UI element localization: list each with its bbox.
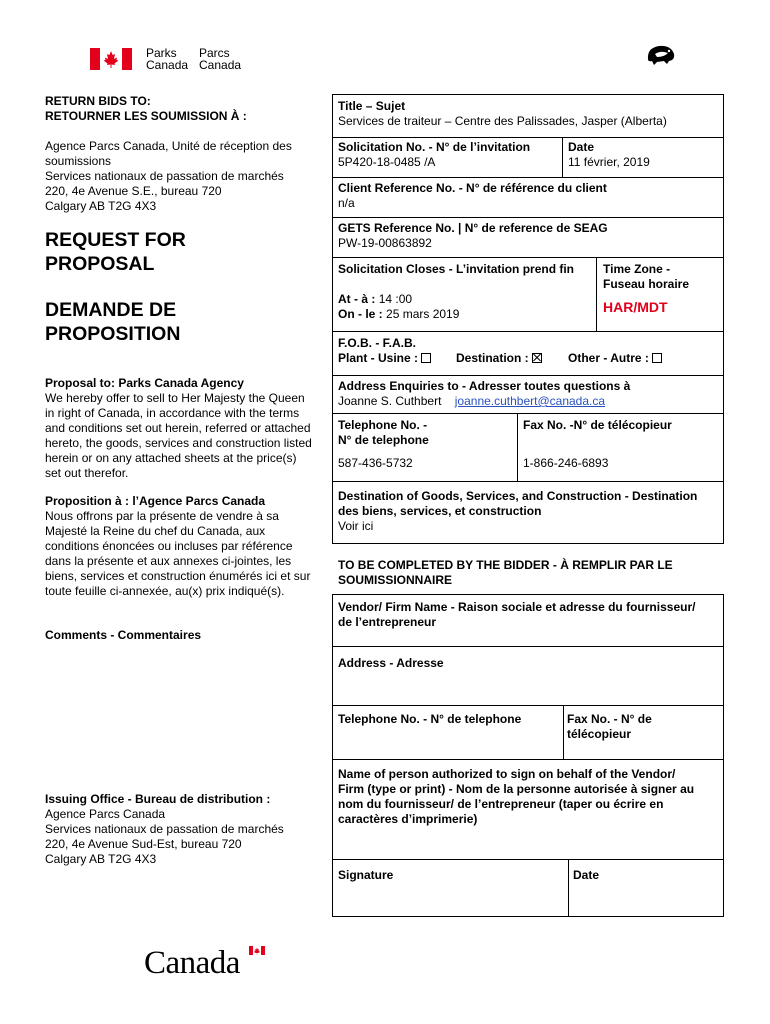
agency-name-en-line: Parks	[146, 46, 177, 60]
telephone-field	[338, 418, 429, 471]
telephone-label: N° de telephone	[338, 433, 429, 447]
proposal-to-line: herein or on any attached sheets at the price(s)	[45, 451, 297, 465]
proposition-heading: Proposition à : l’Agence Parcs Canada	[45, 494, 266, 508]
fax-field	[523, 418, 672, 471]
bidder-form	[332, 594, 724, 917]
at-value: 14 :00	[378, 292, 413, 306]
enquiries-field	[338, 379, 630, 409]
date-field	[568, 140, 650, 170]
agency-name-en	[146, 47, 188, 71]
wordmark-flag-icon	[249, 946, 265, 955]
fob-other-checkbox[interactable]	[652, 353, 662, 363]
proposition-line: Nous offrons par la présente de vendre à sa	[45, 509, 279, 523]
proposition-line: conditions énoncées ou incluses par référence	[45, 539, 293, 553]
fob-destination-checkbox[interactable]	[532, 353, 542, 363]
issuing-office-line: 220, 4e Avenue Sud-Est, bureau 720	[45, 837, 242, 851]
timezone-label: Fuseau horaire	[603, 277, 690, 291]
proposal-to-line: We hereby offer to sell to Her Majesty the Queen	[45, 391, 305, 405]
row-divider	[333, 481, 723, 482]
row-divider	[333, 257, 723, 258]
row-divider	[333, 705, 723, 706]
row-divider	[333, 646, 723, 647]
signature-date-field[interactable]: Date	[573, 868, 600, 882]
on-label: On - le :	[338, 307, 383, 321]
authorized-person-field[interactable]	[338, 767, 694, 827]
agency-name-en-line: Canada	[146, 58, 189, 72]
bidder-heading-line: SOUMISSIONNAIRE	[338, 573, 453, 587]
vendor-fax-label: Fax No. - N° de	[567, 712, 652, 726]
bidder-section-heading	[338, 558, 673, 588]
fob-plant-checkbox[interactable]	[421, 353, 431, 363]
fob-field	[338, 336, 718, 366]
rfp-title-en	[45, 228, 186, 276]
client-ref-value: n/a	[338, 196, 355, 210]
at-label: At - à :	[338, 292, 376, 306]
col-divider	[563, 705, 564, 759]
date-label: Date	[568, 140, 595, 154]
proposal-to-line: set out therefor.	[45, 466, 129, 480]
authorized-label: nom du fournisseur/ de l’entrepreneur (taper ou écrire en	[338, 797, 664, 811]
proposal-to-heading: Proposal to: Parks Canada Agency	[45, 376, 244, 390]
client-ref-field	[338, 181, 607, 211]
date-value: 11 février, 2019	[568, 155, 650, 169]
return-bids-line: RETURN BIDS TO:	[45, 94, 151, 108]
issuing-office-line: Agence Parcs Canada	[45, 807, 166, 821]
issuing-office-heading: Issuing Office - Bureau de distribution :	[45, 792, 271, 806]
col-divider	[562, 137, 563, 177]
rfp-title-line: PROPOSAL	[45, 253, 155, 275]
fob-destination-label: Destination :	[456, 351, 529, 365]
proposition-line: dans la présente et aux annexes ci-jointes, les	[45, 554, 292, 568]
row-divider	[333, 177, 723, 178]
telephone-value: 587-436-5732	[338, 456, 413, 470]
vendor-name-field[interactable]	[338, 600, 695, 630]
client-ref-label: Client Reference No. - N° de référence du client	[338, 181, 607, 195]
title-label: Title – Sujet	[338, 99, 406, 113]
vendor-label: de l’entrepreneur	[338, 615, 437, 629]
proposition-line: biens, services et construction énumérés ici et sur	[45, 569, 311, 583]
proposition-line: toute feuille ci-annexée, au(x) prix indiqué(s).	[45, 584, 285, 598]
title-value: Services de traiteur – Centre des Palissades, Jasper (Alberta)	[338, 114, 667, 128]
signature-field[interactable]: Signature	[338, 868, 394, 882]
destination-label: Destination of Goods, Services, and Construction - Destination	[338, 489, 698, 503]
fax-value: 1-866-246-6893	[523, 456, 609, 470]
fob-label: F.O.B. - F.A.B.	[338, 336, 416, 350]
issuing-office-line: Services nationaux de passation de marchés	[45, 822, 284, 836]
vendor-fax-field[interactable]	[567, 712, 652, 742]
solicitation-label: Solicitation No. - N° de l’invitation	[338, 140, 531, 154]
parks-canada-flag-logo	[90, 48, 132, 70]
agency-name-fr-line: Canada	[199, 58, 242, 72]
proposition-section	[45, 494, 330, 599]
issuing-office-line: Calgary AB T2G 4X3	[45, 852, 157, 866]
telephone-label: Telephone No. -	[338, 418, 428, 432]
vendor-label: Vendor/ Firm Name - Raison sociale et adresse du fournisseur/	[338, 600, 696, 614]
rfp-title-line: DEMANDE DE	[45, 299, 177, 321]
row-divider	[333, 331, 723, 332]
address-field[interactable]: Address - Adresse	[338, 656, 444, 670]
solicitation-field	[338, 140, 530, 170]
fax-label: Fax No. -N° de télécopieur	[523, 418, 672, 432]
return-bids-label	[45, 94, 247, 124]
row-divider	[333, 759, 723, 760]
vendor-telephone-field[interactable]: Telephone No. - N° de telephone	[338, 712, 522, 726]
rfp-title-fr	[45, 298, 180, 346]
authorized-label: Firm (type or print) - Nom de la personne autorisée à signer au	[338, 782, 695, 796]
solicitation-value: 5P420-18-0485 /A	[338, 155, 436, 169]
canada-wordmark-text: Canada	[144, 945, 240, 981]
on-value: 25 mars 2019	[386, 307, 460, 321]
agency-name-fr	[199, 47, 241, 71]
comments-label: Comments - Commentaires	[45, 628, 202, 642]
vendor-fax-label: télécopieur	[567, 727, 632, 741]
return-bids-line: RETOURNER LES SOUMISSION À :	[45, 109, 247, 123]
gets-ref-label: GETS Reference No. | N° de reference de SEAG	[338, 221, 608, 235]
authorized-label: caractères d’imprimerie)	[338, 812, 478, 826]
return-address-line: Services nationaux de passation de marchés	[45, 169, 284, 183]
return-address-line: Agence Parcs Canada, Unité de réception des	[45, 139, 292, 153]
fob-plant-label: Plant - Usine :	[338, 351, 419, 365]
destination-label: des biens, services, et construction	[338, 504, 542, 518]
row-divider	[333, 413, 723, 414]
enquiries-name: Joanne S. Cuthbert	[338, 394, 442, 408]
title-field	[338, 99, 667, 129]
enquiries-label: Address Enquiries to - Adresser toutes questions à	[338, 379, 631, 393]
destination-field	[338, 489, 697, 534]
beaver-emblem-icon	[645, 42, 677, 68]
issuing-office-section	[45, 792, 284, 867]
proposal-to-line: and conditions set out herein, referred or attached	[45, 421, 311, 435]
rfp-title-line: REQUEST FOR	[45, 229, 186, 251]
return-address-line: 220, 4e Avenue S.E., bureau 720	[45, 184, 222, 198]
proposal-to-line: in right of Canada, in accordance with the terms	[45, 406, 300, 420]
authorized-label: Name of person authorized to sign on behalf of the Vendor/	[338, 767, 676, 781]
row-divider	[333, 137, 723, 138]
return-address-line: Calgary AB T2G 4X3	[45, 199, 157, 213]
col-divider	[517, 413, 518, 481]
canada-wordmark	[144, 944, 269, 982]
col-divider	[596, 257, 597, 331]
row-divider	[333, 375, 723, 376]
proposal-to-line: hereto, the goods, services and construction listed	[45, 436, 312, 450]
return-address	[45, 139, 292, 214]
closes-label: Solicitation Closes - L’invitation prend fin	[338, 262, 575, 276]
timezone-value: HAR/MDT	[603, 299, 668, 315]
row-divider	[333, 217, 723, 218]
rfp-title-line: PROPOSITION	[45, 323, 181, 345]
row-divider	[333, 859, 723, 860]
fob-other-label: Other - Autre :	[568, 351, 649, 365]
proposal-to-section	[45, 376, 330, 481]
solicitation-info-form	[332, 94, 724, 544]
col-divider	[568, 859, 569, 916]
gets-ref-value: PW-19-00863892	[338, 236, 432, 250]
enquiries-email-link[interactable]: joanne.cuthbert@canada.ca	[454, 394, 606, 408]
destination-value: Voir ici	[338, 519, 374, 533]
timezone-field	[603, 262, 689, 315]
return-address-line: soumissions	[45, 154, 112, 168]
bidder-heading-line: TO BE COMPLETED BY THE BIDDER - À REMPLIR PAR LE	[338, 558, 673, 572]
solicitation-closes-field	[338, 262, 574, 322]
timezone-label: Time Zone -	[603, 262, 671, 276]
gets-ref-field	[338, 221, 608, 251]
agency-name-fr-line: Parcs	[199, 46, 230, 60]
proposition-line: Majesté la Reine du chef du Canada, aux	[45, 524, 266, 538]
